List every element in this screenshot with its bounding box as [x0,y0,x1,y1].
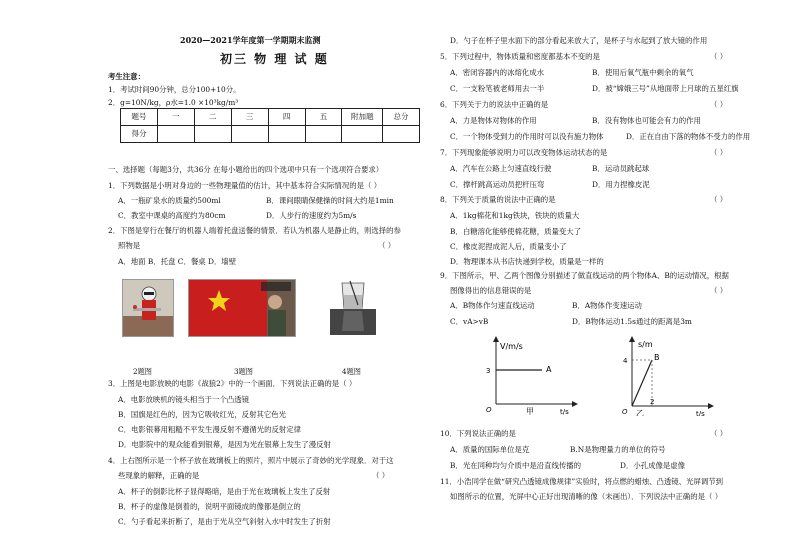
q2-answer-paren: （ ） [378,241,396,250]
score-header: 三 [231,109,268,126]
q6-stem: 6．下列关于力的说法中正确的是 [440,100,549,109]
q8-option-c: C．橡皮泥捏成泥人后，质量变小了 [450,242,567,251]
graph1-y-tick: 3 [486,367,491,375]
score-cell[interactable] [268,126,305,143]
score-header: 二 [194,109,231,126]
q4-option-d: D．勺子在杯子里水面下的部分看起来放大了，是杯子与水起到了放大镜的作用 [450,36,708,45]
q6-option-d: D．正在自由下落的物体不受力的作用 [626,132,751,141]
q9-option-b: B．A物体作变速运动 [572,301,642,310]
q2-stem: 2．下图是穿行在餐厅的机器人端着托盘送餐的情景．若认为机器人是静止的，则选择的参 [108,226,401,235]
q8-option-d: D．物理课本从书店快递到学校，质量是一样的 [450,257,604,266]
q11-stem-cont: 如图所示的位置，光屏中心正好出现清晰的像（未画出）．下列说法中正确的是（ ） [450,492,723,501]
score-table [120,108,420,143]
q4-option-b: B．杯子的虚像是倒着的，说明平面镜成的像都是倒立的 [118,502,301,511]
q3-option-b: B．国旗是红色的，因为它吸收红光，反射其它色光 [118,410,287,419]
q4-option-c: C．勺子看起来折断了，是由于光从空气斜射入水中时发生了折射 [118,517,331,526]
exam-year: 2020—2021学年度第一学期期末监测 [180,35,321,45]
q1-stem: 1．下列数据是小明对身边的一些物理量值的估计，其中基本符合实际情况的是（ ） [108,181,382,190]
robot-photo [122,279,174,337]
graph-line-b [632,360,655,406]
graph2-line-label: B [654,353,660,362]
score-header: 四 [268,109,305,126]
q9-stem: 9．下图所示，甲、乙两个图像分别描述了做直线运动的两个物体A、B的运动情况，根据 [440,271,729,280]
q9-option-a: A．B物体作匀速直线运动 [450,301,535,310]
graph1-x-label: t/s [560,408,569,416]
q4-answer-paren: （ ） [372,471,390,480]
q10-answer-paren: （ ） [710,429,728,438]
section-heading: 一、选择题（每题3分，共36分 在每小题给出的四个选项中只有一个选项符合要求） [108,165,384,174]
q4-stem: 4．上右图所示是一个杯子放在玻璃板上的照片，照片中展示了奇妙的光学现象．对于这 [108,456,394,465]
q2-stem-cont: 照物是 [118,241,141,250]
movie-still-photo [188,279,296,337]
q6-answer-paren: （ ） [710,100,728,109]
score-cell[interactable] [383,126,420,143]
q7-option-c: C．撑杆跳高运动员把杆压弯 [450,180,545,189]
q3-stem: 3．上图是电影放映的电影《战狼2》中的一个画面．下列说法正确的是（ ） [108,379,357,388]
graph1-name: 甲 [526,407,534,416]
graph2-origin: O [622,408,628,416]
score-header: 总分 [383,109,420,126]
q10-option-b: B.N是物理量力的单位的符号 [570,445,666,454]
graph1-origin: O [486,406,492,414]
q11-stem: 11．小浩同学在做“研究凸透镜成像规律”实验时，将点燃的蜡烛、凸透镜、光屏调节到 [440,477,724,486]
q1-option-d: D．人步行的速度约为5m/s [266,211,357,220]
figure-3-caption: 3题图 [234,367,253,376]
q5-answer-paren: （ ） [710,52,728,61]
q1-option-b: B．课间眼睛保健操的时间大约是1min [266,196,394,205]
q2-options: A．地面 B．托盘 C．餐桌 D．墙壁 [118,257,237,266]
graph2-name: 乙 [636,409,644,416]
score-cell[interactable] [231,126,268,143]
score-header: 题号 [121,109,158,126]
score-row-label: 得分 [121,126,158,143]
q6-option-b: B．没有物体也可能会有力的作用 [592,116,701,125]
note-2: 2．g=10N/kg，ρ水=1.0 ×10³kg/m³ [108,98,239,107]
q7-stem: 7．下列现象能够说明力可以改变物体运动状态的是 [440,148,608,157]
score-cell[interactable] [305,126,342,143]
q5-option-b: B．使用后氧气瓶中剩余的氧气 [592,68,694,77]
q7-option-d: D．用力捏橡皮泥 [592,180,650,189]
graph1-line-label: A [546,365,552,374]
note-1: 1．考试时间90分钟，总分100+10分。 [108,85,241,94]
notes-heading: 考生注意： [108,72,145,81]
q1-option-a: A．一瓶矿泉水的质量约500ml [118,196,221,205]
q8-stem: 8．下列关于质量的说法中正确的是 [440,195,556,204]
score-cell[interactable] [157,126,194,143]
q10-stem: 10．下列说法正确的是 [440,429,516,438]
q3-option-d: D．电影院中的观众能看到银幕，是因为光在银幕上发生了漫反射 [118,440,331,449]
q5-option-c: C．一支粉笔被老师用去一半 [450,84,545,93]
q3-option-a: A．电影放映机的镜头相当于一个凸透镜 [118,395,249,404]
q10-option-d: D．小孔成像是虚像 [620,461,686,470]
score-header-row [121,109,420,126]
graph1-y-label: V/m/s [500,342,523,351]
score-cell[interactable] [194,126,231,143]
score-header: 一 [157,109,194,126]
q9-option-d: D．B物体运动1.5s通过的距离是3m [572,317,692,326]
q7-option-a: A．汽车在公路上匀速直线行驶 [450,164,552,173]
q7-answer-paren: （ ） [710,148,728,157]
q4-option-a: A．杯子的倒影比杯子显得略暗，是由于光在玻璃板上发生了反射 [118,487,331,496]
score-header: 五 [305,109,342,126]
q5-option-a: A．密闭容器内的冰熔化成水 [450,68,545,77]
q10-option-c: B．光在同种均匀介质中是沿直线传播的 [450,461,582,470]
figure-4-caption: 4题图 [342,367,361,376]
right-column [420,0,794,560]
q6-option-c: C．一个物体受到力的作用时可以没有施力物体 [450,132,604,141]
graph-velocity-time [480,336,580,416]
figure-2-caption: 2题图 [133,367,152,376]
q9-answer-paren: （ ） [710,286,728,295]
q9-option-c: C．vA>vB [450,317,489,326]
score-cell[interactable] [342,126,383,143]
graph-distance-time [616,336,716,416]
graph2-y-tick: 4 [623,357,628,365]
graph2-y-label: s/m [638,340,653,349]
q7-option-b: B．运动员跳起球 [592,164,650,173]
q5-option-d: D．被“嫦娥三号”从地面带上月球的五星红旗 [592,84,739,93]
cup-photo [330,279,376,335]
graph2-x-label: t/s [696,410,705,416]
q8-option-a: A．1kg棉花和1kg铁块，铁块的质量大 [450,211,580,220]
exam-title: 初三 物 理 试 题 [220,52,329,66]
graph2-x-tick: 2 [650,398,655,406]
q10-option-a: A．质量的国际单位是克 [450,445,530,454]
score-header: 附加题 [342,109,383,126]
q6-option-a: A．力是物体对物体的作用 [450,116,537,125]
score-value-row [121,126,420,143]
q8-option-b: B．白糖溶化能够使棉花糖，质量变大了 [450,227,582,236]
q3-option-c: C．电影银幕用粗糙不平发生漫反射不遵循光的反射定律 [118,425,302,434]
q4-stem-cont: 些现象的解释，正确的是 [118,471,200,480]
q5-stem: 5．下列过程中，物体质量和密度都基本不变的是 [440,52,600,61]
q9-stem-cont: 图像得出的信息错误的是 [450,286,532,295]
q1-option-c: C．教室中课桌的高度约为80cm [118,211,226,220]
q8-answer-paren: （ ） [710,195,728,204]
